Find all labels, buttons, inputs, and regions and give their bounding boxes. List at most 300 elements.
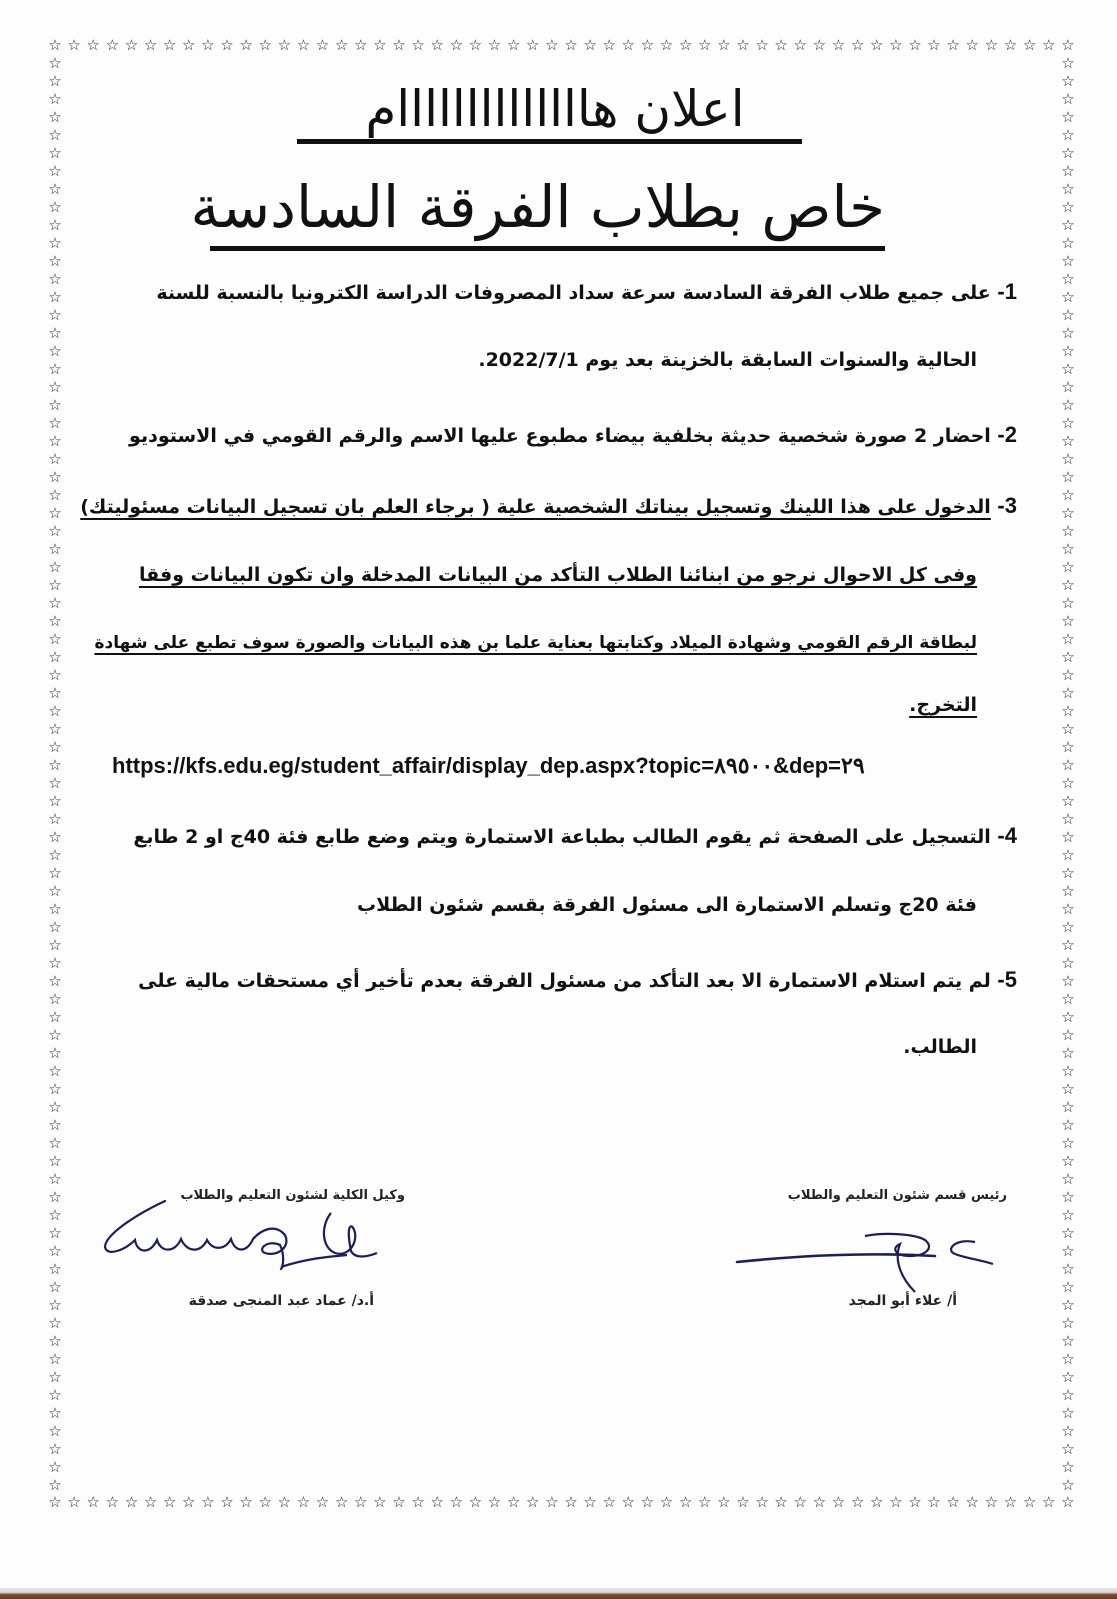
star-outline-icon: ☆ xyxy=(162,1493,177,1511)
right-signature-handwriting xyxy=(735,1222,1005,1302)
star-outline-icon: ☆ xyxy=(430,36,444,54)
star-outline-icon: ☆ xyxy=(1061,162,1075,180)
star-outline-icon: ☆ xyxy=(48,1476,62,1494)
star-outline-icon: ☆ xyxy=(67,1493,81,1511)
star-outline-icon: ☆ xyxy=(48,792,62,810)
star-outline-icon: ☆ xyxy=(1061,1242,1075,1260)
star-outline-icon: ☆ xyxy=(869,1493,884,1511)
star-outline-icon: ☆ xyxy=(659,1493,674,1511)
star-outline-icon: ☆ xyxy=(640,1493,655,1511)
left-signature-handwriting xyxy=(95,1195,395,1285)
star-outline-icon: ☆ xyxy=(373,36,387,54)
star-outline-icon: ☆ xyxy=(48,198,62,216)
star-outline-icon: ☆ xyxy=(889,36,903,54)
star-outline-icon: ☆ xyxy=(1061,108,1075,126)
star-outline-icon: ☆ xyxy=(1061,1188,1075,1206)
star-outline-icon: ☆ xyxy=(1061,792,1075,810)
star-outline-icon: ☆ xyxy=(1061,414,1075,432)
star-outline-icon: ☆ xyxy=(1061,1278,1075,1296)
star-outline-icon: ☆ xyxy=(1061,666,1075,684)
star-outline-icon: ☆ xyxy=(48,468,62,486)
star-outline-icon: ☆ xyxy=(717,36,731,54)
star-outline-icon: ☆ xyxy=(927,36,941,54)
left-signatory-name: أ.د/ عماد عبد المنجى صدقة xyxy=(188,1293,374,1309)
star-outline-icon: ☆ xyxy=(1061,684,1075,702)
star-outline-icon: ☆ xyxy=(1061,1152,1075,1170)
star-outline-icon: ☆ xyxy=(48,1098,62,1116)
star-outline-icon: ☆ xyxy=(48,1044,62,1062)
item-5-line-1 xyxy=(97,965,1017,996)
star-outline-icon: ☆ xyxy=(1061,1206,1075,1224)
star-outline-icon: ☆ xyxy=(1061,1422,1075,1440)
star-outline-icon: ☆ xyxy=(1061,1008,1075,1026)
item-1-line-2 xyxy=(117,345,977,375)
star-outline-icon: ☆ xyxy=(1061,216,1075,234)
right-signatory-name: أ/ علاء أبو المجد xyxy=(848,1293,957,1309)
star-outline-icon: ☆ xyxy=(1061,144,1075,162)
star-outline-icon: ☆ xyxy=(526,1493,540,1511)
star-outline-icon: ☆ xyxy=(1061,450,1075,468)
star-outline-icon: ☆ xyxy=(48,180,62,198)
star-outline-icon: ☆ xyxy=(506,36,521,54)
star-outline-icon: ☆ xyxy=(48,810,62,828)
star-outline-icon: ☆ xyxy=(1061,846,1075,864)
star-outline-icon: ☆ xyxy=(1061,234,1075,252)
star-outline-icon: ☆ xyxy=(48,270,62,288)
star-outline-icon: ☆ xyxy=(48,936,62,954)
star-outline-icon: ☆ xyxy=(48,1458,62,1476)
title-underline xyxy=(297,139,802,144)
star-outline-icon: ☆ xyxy=(1061,1314,1075,1332)
item-2-line-1 xyxy=(67,420,1017,451)
star-outline-icon: ☆ xyxy=(48,522,62,540)
star-outline-icon: ☆ xyxy=(354,36,368,54)
star-outline-icon: ☆ xyxy=(1061,936,1075,954)
item-number: 1- xyxy=(997,279,1017,304)
item-3-line-3 xyxy=(87,628,977,658)
star-outline-icon: ☆ xyxy=(602,36,616,54)
star-outline-icon: ☆ xyxy=(908,1493,922,1511)
item-number: 2- xyxy=(997,422,1017,447)
star-outline-icon: ☆ xyxy=(1061,396,1075,414)
star-outline-icon: ☆ xyxy=(1061,504,1075,522)
right-signatory-title: رئيس قسم شئون التعليم والطلاب xyxy=(787,1188,1007,1203)
star-outline-icon: ☆ xyxy=(334,1493,349,1511)
star-outline-icon: ☆ xyxy=(984,1493,999,1511)
star-outline-icon: ☆ xyxy=(1061,1170,1075,1188)
star-outline-icon: ☆ xyxy=(48,738,62,756)
star-outline-icon: ☆ xyxy=(755,1493,769,1511)
star-outline-icon: ☆ xyxy=(48,450,62,468)
star-border-right xyxy=(1060,55,1076,1493)
star-outline-icon: ☆ xyxy=(48,1206,62,1224)
star-outline-icon: ☆ xyxy=(1061,1386,1075,1404)
star-outline-icon: ☆ xyxy=(334,36,349,54)
star-outline-icon: ☆ xyxy=(1061,756,1075,774)
announcement-title: اعلان هاااااااااااااام xyxy=(365,80,745,138)
star-outline-icon: ☆ xyxy=(1061,630,1075,648)
star-outline-icon: ☆ xyxy=(48,1422,62,1440)
star-outline-icon: ☆ xyxy=(1061,306,1075,324)
star-outline-icon: ☆ xyxy=(1061,288,1075,306)
star-outline-icon: ☆ xyxy=(1061,900,1075,918)
star-outline-icon: ☆ xyxy=(48,36,62,54)
item-number: 4- xyxy=(997,823,1017,848)
star-outline-icon: ☆ xyxy=(143,1493,158,1511)
star-outline-icon: ☆ xyxy=(793,36,807,54)
star-outline-icon: ☆ xyxy=(793,1493,807,1511)
star-outline-icon: ☆ xyxy=(1061,198,1075,216)
star-outline-icon: ☆ xyxy=(48,126,62,144)
star-outline-icon: ☆ xyxy=(1061,1080,1075,1098)
star-outline-icon: ☆ xyxy=(1061,990,1075,1008)
star-outline-icon: ☆ xyxy=(1061,180,1075,198)
item-text: احضار 2 صورة شخصية حديثة بخلفية بيضاء مطبوع عليها الاسم والرقم القومي في الاستوديو xyxy=(129,425,991,447)
star-outline-icon: ☆ xyxy=(48,558,62,576)
item-text: الحالية والسنوات السابقة بالخزينة بعد يوم 2022/7/1. xyxy=(478,349,977,371)
star-outline-icon: ☆ xyxy=(1061,594,1075,612)
star-outline-icon: ☆ xyxy=(48,234,62,252)
star-outline-icon: ☆ xyxy=(48,954,62,972)
star-outline-icon: ☆ xyxy=(392,36,406,54)
star-outline-icon: ☆ xyxy=(831,1493,846,1511)
star-outline-icon: ☆ xyxy=(430,1493,444,1511)
star-outline-icon: ☆ xyxy=(48,900,62,918)
star-outline-icon: ☆ xyxy=(86,1493,100,1511)
star-outline-icon: ☆ xyxy=(526,36,540,54)
star-outline-icon: ☆ xyxy=(1061,1260,1075,1278)
star-outline-icon: ☆ xyxy=(1061,1062,1075,1080)
star-outline-icon: ☆ xyxy=(564,1493,578,1511)
star-outline-icon: ☆ xyxy=(48,378,62,396)
star-outline-icon: ☆ xyxy=(1061,648,1075,666)
star-outline-icon: ☆ xyxy=(602,1493,616,1511)
star-outline-icon: ☆ xyxy=(48,72,62,90)
star-outline-icon: ☆ xyxy=(1061,1224,1075,1242)
star-outline-icon: ☆ xyxy=(1061,828,1075,846)
star-outline-icon: ☆ xyxy=(48,828,62,846)
star-outline-icon: ☆ xyxy=(965,36,979,54)
paper-bottom-edge xyxy=(0,1588,1117,1599)
item-text: الطالب. xyxy=(903,1036,977,1058)
star-outline-icon: ☆ xyxy=(411,1493,425,1511)
star-outline-icon: ☆ xyxy=(621,1493,635,1511)
star-outline-icon: ☆ xyxy=(48,702,62,720)
star-outline-icon: ☆ xyxy=(48,216,62,234)
star-outline-icon: ☆ xyxy=(315,1493,330,1511)
item-number: 5- xyxy=(997,967,1017,992)
star-outline-icon: ☆ xyxy=(1061,378,1075,396)
star-outline-icon: ☆ xyxy=(48,1278,62,1296)
star-outline-icon: ☆ xyxy=(1061,342,1075,360)
star-outline-icon: ☆ xyxy=(1022,1493,1037,1511)
star-outline-icon: ☆ xyxy=(717,1493,731,1511)
star-outline-icon: ☆ xyxy=(220,36,234,54)
star-outline-icon: ☆ xyxy=(48,882,62,900)
star-outline-icon: ☆ xyxy=(1061,1332,1075,1350)
star-outline-icon: ☆ xyxy=(1061,1404,1075,1422)
star-outline-icon: ☆ xyxy=(1061,540,1075,558)
star-outline-icon: ☆ xyxy=(1061,882,1075,900)
star-outline-icon: ☆ xyxy=(1022,36,1037,54)
star-outline-icon: ☆ xyxy=(1061,522,1075,540)
star-outline-icon: ☆ xyxy=(583,1493,597,1511)
star-outline-icon: ☆ xyxy=(1061,1134,1075,1152)
star-outline-icon: ☆ xyxy=(1061,810,1075,828)
star-outline-icon: ☆ xyxy=(48,576,62,594)
star-outline-icon: ☆ xyxy=(182,1493,196,1511)
star-outline-icon: ☆ xyxy=(105,36,120,54)
star-outline-icon: ☆ xyxy=(1061,738,1075,756)
star-outline-icon: ☆ xyxy=(1061,486,1075,504)
star-outline-icon: ☆ xyxy=(545,36,559,54)
star-outline-icon: ☆ xyxy=(755,36,769,54)
star-outline-icon: ☆ xyxy=(1061,954,1075,972)
star-outline-icon: ☆ xyxy=(678,1493,693,1511)
star-outline-icon: ☆ xyxy=(678,36,693,54)
star-outline-icon: ☆ xyxy=(48,864,62,882)
star-outline-icon: ☆ xyxy=(48,396,62,414)
star-outline-icon: ☆ xyxy=(487,1493,502,1511)
star-outline-icon: ☆ xyxy=(1003,1493,1018,1511)
star-outline-icon: ☆ xyxy=(946,36,960,54)
star-outline-icon: ☆ xyxy=(48,648,62,666)
star-outline-icon: ☆ xyxy=(1061,1044,1075,1062)
star-outline-icon: ☆ xyxy=(48,630,62,648)
item-3-line-4 xyxy=(117,690,977,720)
star-outline-icon: ☆ xyxy=(1061,252,1075,270)
star-outline-icon: ☆ xyxy=(449,36,464,54)
star-outline-icon: ☆ xyxy=(296,1493,311,1511)
star-outline-icon: ☆ xyxy=(124,1493,139,1511)
registration-link[interactable]: https://kfs.edu.eg/student_affair/display_dep.aspx?topic=٨٩٥٠٠&dep=٢٩ xyxy=(112,753,865,778)
star-outline-icon: ☆ xyxy=(1061,1026,1075,1044)
subtitle-underline xyxy=(210,246,885,251)
item-text: على جميع طلاب الفرقة السادسة سرعة سداد المصروفات الدراسة الكترونيا بالنسبة للسنة xyxy=(156,282,991,304)
star-outline-icon: ☆ xyxy=(1061,1493,1075,1511)
star-outline-icon: ☆ xyxy=(143,36,158,54)
star-outline-icon: ☆ xyxy=(48,342,62,360)
star-outline-icon: ☆ xyxy=(411,36,425,54)
star-outline-icon: ☆ xyxy=(201,36,215,54)
star-outline-icon: ☆ xyxy=(201,1493,215,1511)
star-outline-icon: ☆ xyxy=(1061,1368,1075,1386)
star-outline-icon: ☆ xyxy=(468,1493,483,1511)
star-outline-icon: ☆ xyxy=(182,36,196,54)
star-outline-icon: ☆ xyxy=(48,1260,62,1278)
star-outline-icon: ☆ xyxy=(48,1062,62,1080)
star-outline-icon: ☆ xyxy=(48,1332,62,1350)
star-outline-icon: ☆ xyxy=(1061,576,1075,594)
star-outline-icon: ☆ xyxy=(697,36,712,54)
star-outline-icon: ☆ xyxy=(1061,36,1075,54)
star-outline-icon: ☆ xyxy=(48,414,62,432)
star-outline-icon: ☆ xyxy=(1061,864,1075,882)
star-outline-icon: ☆ xyxy=(946,1493,960,1511)
item-text: لم يتم استلام الاستمارة الا بعد التأكد من مسئول الفرقة بعدم تأخير أي مستحقات مالية على xyxy=(138,970,991,992)
star-outline-icon: ☆ xyxy=(48,720,62,738)
star-outline-icon: ☆ xyxy=(1003,36,1018,54)
star-outline-icon: ☆ xyxy=(774,1493,788,1511)
star-outline-icon: ☆ xyxy=(258,1493,272,1511)
item-4-line-1 xyxy=(87,821,1017,852)
star-outline-icon: ☆ xyxy=(1061,360,1075,378)
star-border-left xyxy=(47,55,63,1493)
star-outline-icon: ☆ xyxy=(48,288,62,306)
item-1-line-1 xyxy=(117,277,1017,308)
item-3-line-1 xyxy=(67,491,1017,522)
star-outline-icon: ☆ xyxy=(296,36,311,54)
star-outline-icon: ☆ xyxy=(736,1493,750,1511)
star-outline-icon: ☆ xyxy=(48,324,62,342)
star-outline-icon: ☆ xyxy=(124,36,139,54)
star-outline-icon: ☆ xyxy=(67,36,81,54)
star-outline-icon: ☆ xyxy=(48,1188,62,1206)
star-outline-icon: ☆ xyxy=(392,1493,406,1511)
star-outline-icon: ☆ xyxy=(1061,1458,1075,1476)
star-outline-icon: ☆ xyxy=(1061,126,1075,144)
star-outline-icon: ☆ xyxy=(48,144,62,162)
star-outline-icon: ☆ xyxy=(48,1242,62,1260)
star-outline-icon: ☆ xyxy=(1061,90,1075,108)
star-outline-icon: ☆ xyxy=(908,36,922,54)
star-outline-icon: ☆ xyxy=(869,36,884,54)
star-outline-icon: ☆ xyxy=(48,1386,62,1404)
star-outline-icon: ☆ xyxy=(583,36,597,54)
star-outline-icon: ☆ xyxy=(48,108,62,126)
star-outline-icon: ☆ xyxy=(564,36,578,54)
star-outline-icon: ☆ xyxy=(48,1170,62,1188)
star-outline-icon: ☆ xyxy=(640,36,655,54)
star-outline-icon: ☆ xyxy=(86,36,100,54)
star-outline-icon: ☆ xyxy=(48,1026,62,1044)
star-outline-icon: ☆ xyxy=(239,36,253,54)
star-outline-icon: ☆ xyxy=(48,972,62,990)
item-text: التخرج. xyxy=(909,694,977,716)
star-outline-icon: ☆ xyxy=(1061,468,1075,486)
star-outline-icon: ☆ xyxy=(48,774,62,792)
item-number: 3- xyxy=(997,493,1017,518)
star-outline-icon: ☆ xyxy=(48,90,62,108)
star-outline-icon: ☆ xyxy=(48,360,62,378)
star-outline-icon: ☆ xyxy=(889,1493,903,1511)
item-text: فئة 20ج وتسلم الاستمارة الى مسئول الفرقة بقسم شئون الطلاب xyxy=(357,894,977,916)
star-outline-icon: ☆ xyxy=(48,1404,62,1422)
star-outline-icon: ☆ xyxy=(1061,324,1075,342)
star-outline-icon: ☆ xyxy=(1041,36,1056,54)
star-outline-icon: ☆ xyxy=(48,846,62,864)
star-outline-icon: ☆ xyxy=(315,36,330,54)
star-outline-icon: ☆ xyxy=(48,1080,62,1098)
star-border-top xyxy=(47,37,1076,53)
star-outline-icon: ☆ xyxy=(1061,270,1075,288)
star-outline-icon: ☆ xyxy=(1061,1116,1075,1134)
star-outline-icon: ☆ xyxy=(1061,720,1075,738)
star-outline-icon: ☆ xyxy=(1061,1440,1075,1458)
star-outline-icon: ☆ xyxy=(48,1008,62,1026)
star-outline-icon: ☆ xyxy=(48,504,62,522)
star-outline-icon: ☆ xyxy=(48,486,62,504)
star-outline-icon: ☆ xyxy=(1061,72,1075,90)
star-outline-icon: ☆ xyxy=(831,36,846,54)
star-outline-icon: ☆ xyxy=(48,612,62,630)
star-outline-icon: ☆ xyxy=(48,1493,62,1511)
star-outline-icon: ☆ xyxy=(48,756,62,774)
star-outline-icon: ☆ xyxy=(48,432,62,450)
item-text: الدخول على هذا اللينك وتسجيل بيناتك الشخصية علية ( برجاء العلم بان تسجيل البيانات مسئوليتك) xyxy=(80,496,991,518)
star-outline-icon: ☆ xyxy=(48,1134,62,1152)
star-outline-icon: ☆ xyxy=(1061,918,1075,936)
star-outline-icon: ☆ xyxy=(984,36,999,54)
star-outline-icon: ☆ xyxy=(850,36,865,54)
item-text: وفى كل الاحوال نرجو من ابنائنا الطلاب التأكد من البيانات المدخلة وان تكون البيانات وفقا xyxy=(139,564,977,586)
star-outline-icon: ☆ xyxy=(1061,432,1075,450)
star-outline-icon: ☆ xyxy=(48,1116,62,1134)
star-outline-icon: ☆ xyxy=(468,36,483,54)
star-outline-icon: ☆ xyxy=(48,1368,62,1386)
star-outline-icon: ☆ xyxy=(774,36,788,54)
star-outline-icon: ☆ xyxy=(449,1493,464,1511)
star-outline-icon: ☆ xyxy=(239,1493,253,1511)
star-outline-icon: ☆ xyxy=(1061,558,1075,576)
star-outline-icon: ☆ xyxy=(1061,612,1075,630)
star-outline-icon: ☆ xyxy=(277,1493,292,1511)
star-outline-icon: ☆ xyxy=(1061,702,1075,720)
star-outline-icon: ☆ xyxy=(965,1493,979,1511)
item-5-line-2 xyxy=(117,1032,977,1062)
star-outline-icon: ☆ xyxy=(1061,1350,1075,1368)
star-outline-icon: ☆ xyxy=(48,54,62,72)
announcement-subtitle: خاص بطلاب الفرقة السادسة xyxy=(190,173,885,241)
star-outline-icon: ☆ xyxy=(48,1224,62,1242)
star-outline-icon: ☆ xyxy=(1061,54,1075,72)
star-outline-icon: ☆ xyxy=(258,36,272,54)
star-outline-icon: ☆ xyxy=(506,1493,521,1511)
star-outline-icon: ☆ xyxy=(850,1493,865,1511)
item-4-line-2 xyxy=(117,890,977,920)
item-text: لبطاقة الرقم القومي وشهادة الميلاد وكتابتها بعناية علما بن هذه البيانات والصورة سوف تطبع على شهادة xyxy=(94,633,977,653)
star-outline-icon: ☆ xyxy=(48,1350,62,1368)
star-outline-icon: ☆ xyxy=(48,684,62,702)
star-outline-icon: ☆ xyxy=(105,1493,120,1511)
star-outline-icon: ☆ xyxy=(48,666,62,684)
star-outline-icon: ☆ xyxy=(545,1493,559,1511)
star-outline-icon: ☆ xyxy=(48,306,62,324)
star-outline-icon: ☆ xyxy=(48,594,62,612)
item-text: التسجيل على الصفحة ثم يقوم الطالب بطباعة الاستمارة ويتم وضع طابع فئة 40ج او 2 طابع xyxy=(133,826,991,848)
star-outline-icon: ☆ xyxy=(48,990,62,1008)
star-outline-icon: ☆ xyxy=(697,1493,712,1511)
star-outline-icon: ☆ xyxy=(1061,774,1075,792)
star-outline-icon: ☆ xyxy=(48,252,62,270)
star-outline-icon: ☆ xyxy=(812,1493,827,1511)
item-3-line-2 xyxy=(97,560,977,590)
star-outline-icon: ☆ xyxy=(487,36,502,54)
star-outline-icon: ☆ xyxy=(1041,1493,1056,1511)
star-outline-icon: ☆ xyxy=(1061,972,1075,990)
star-outline-icon: ☆ xyxy=(48,540,62,558)
star-outline-icon: ☆ xyxy=(48,918,62,936)
star-outline-icon: ☆ xyxy=(621,36,635,54)
star-outline-icon: ☆ xyxy=(927,1493,941,1511)
star-outline-icon: ☆ xyxy=(659,36,674,54)
star-outline-icon: ☆ xyxy=(354,1493,368,1511)
star-outline-icon: ☆ xyxy=(1061,1098,1075,1116)
star-outline-icon: ☆ xyxy=(373,1493,387,1511)
star-outline-icon: ☆ xyxy=(48,1152,62,1170)
star-outline-icon: ☆ xyxy=(48,1296,62,1314)
star-outline-icon: ☆ xyxy=(736,36,750,54)
